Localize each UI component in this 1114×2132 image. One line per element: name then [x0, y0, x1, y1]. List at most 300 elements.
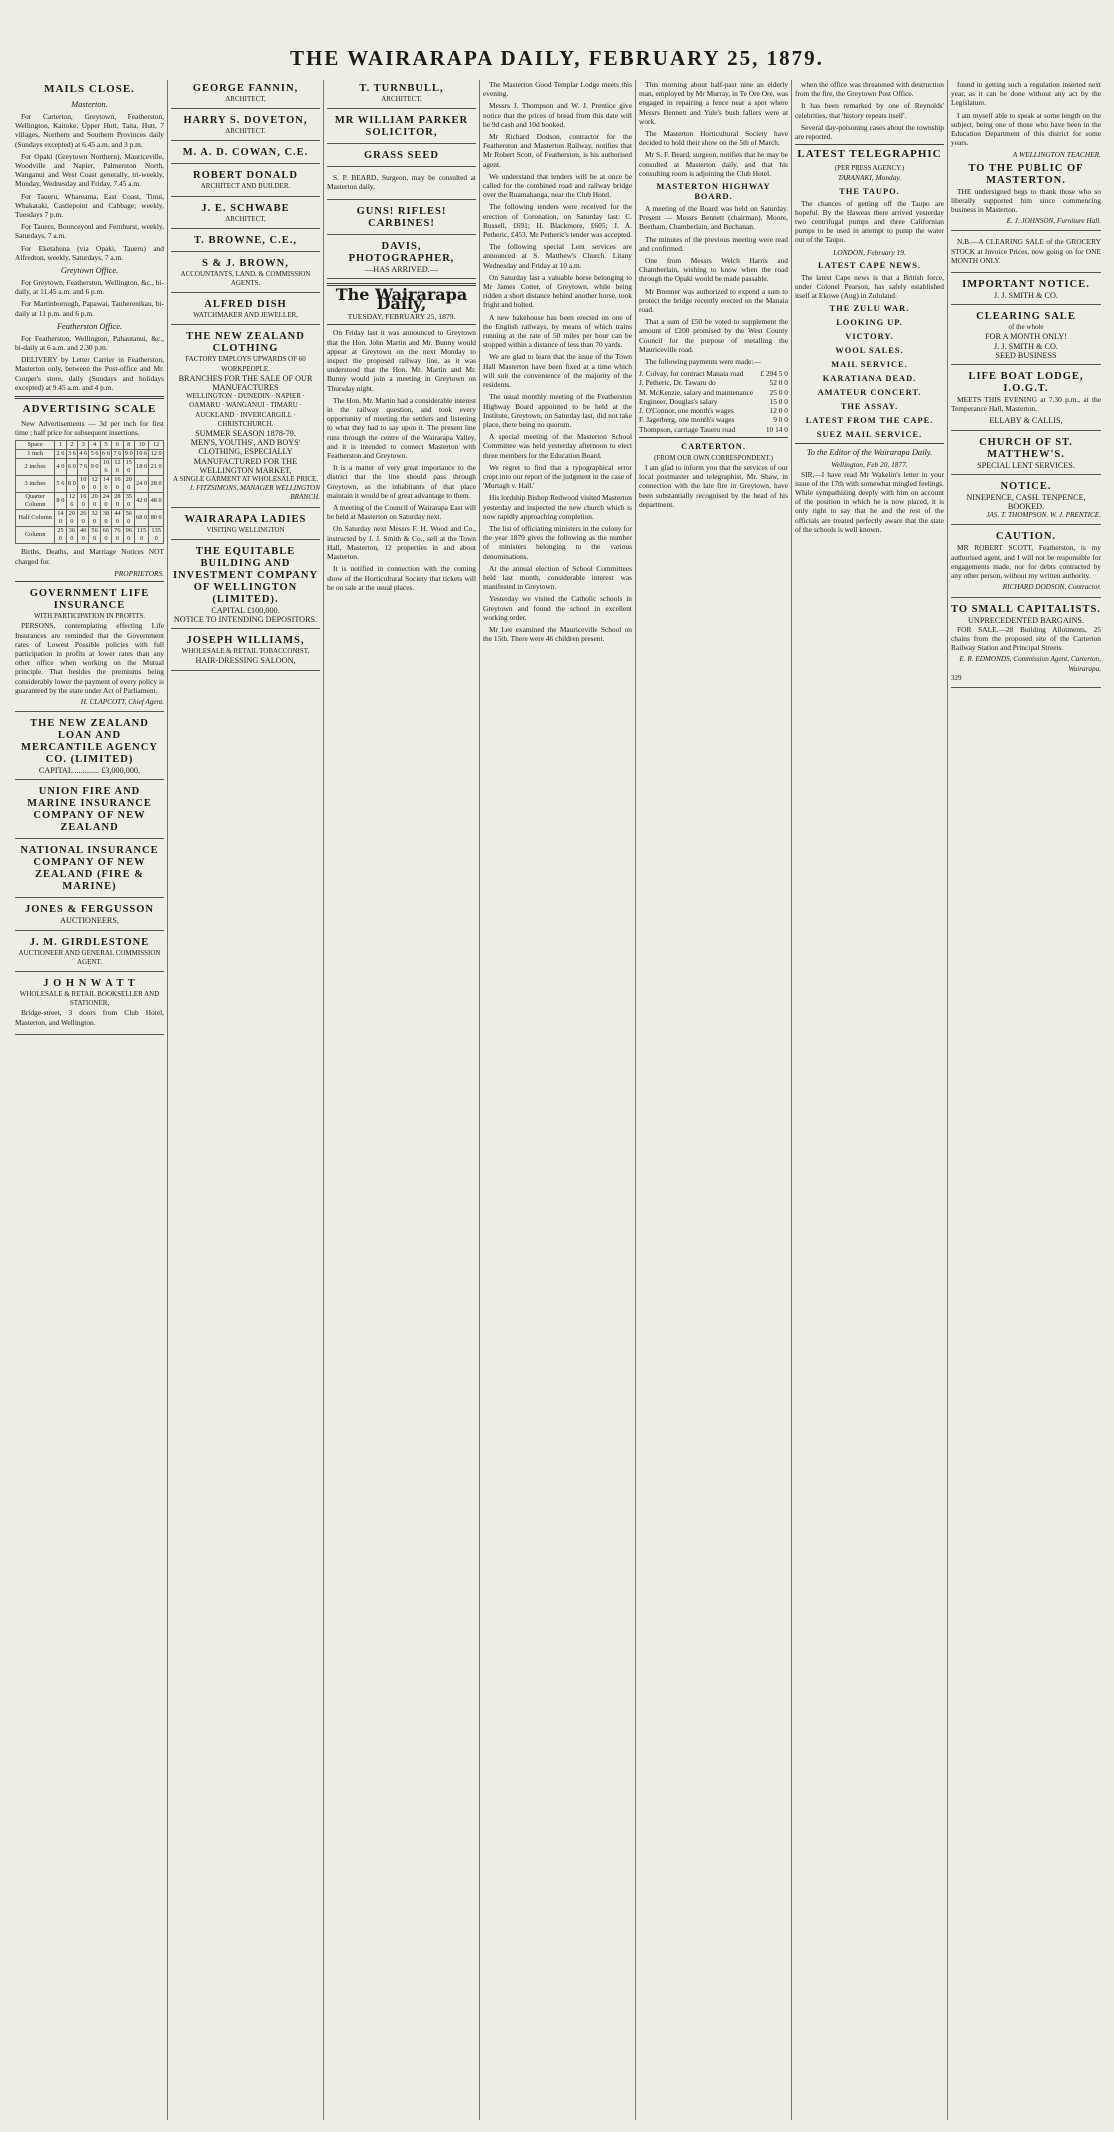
- rates-header-cell: 10: [134, 441, 148, 450]
- news-item: His lordship Bishop Redwood visited Masterton yesterday and inspected the new church which is now rapidly approaching completion.: [483, 493, 632, 521]
- rates-row: [16, 493, 164, 510]
- column-2: [168, 80, 324, 2120]
- govt-sub: WITH PARTICIPATION IN PROFITS.: [33, 612, 146, 621]
- rates-row: [16, 510, 164, 527]
- bread-prices: NINEPENCE, CASH. TENPENCE, BOOKED.: [966, 492, 1086, 512]
- rates-cell: 12 0: [112, 459, 123, 476]
- news-item: The following special Lent services are announced at S. Matthew's Church. Litany Wednesday and Friday at 10 a.m.: [483, 242, 632, 270]
- smith-name-2: J. J. SMITH & CO.: [994, 341, 1058, 351]
- important-heading: IMPORTANT NOTICE.: [962, 279, 1090, 291]
- news-item: I am glad to inform you that the services of our local postmaster and telegraphist, Mr. Shaw, in connection with the late fire in Greytown, have been substantially recognised by the head of his department.: [639, 462, 788, 509]
- mail-entry: For Eketahuna (via Opaki, Taueru) and Alfredton, weekly, Saturdays, 7 a.m.: [15, 243, 164, 262]
- public-text: THE undersigned begs to thank those who so liberally supported him since commencing business in Masterton.: [951, 186, 1101, 215]
- caution-signature: RICHARD DODSON, Contractor.: [1002, 583, 1101, 592]
- grass-ad: [327, 147, 476, 167]
- news-item: Mr Richard Dodson, contractor for the Featherston and Masterton Railway, notifies that Mr Robert Scott, of Featherston, is his authorised agent.: [483, 132, 632, 169]
- williams-heading: JOSEPH WILLIAMS,: [186, 635, 305, 647]
- lifeboat-text: MEETS THIS EVENING at 7.30 p.m., at the Temperance Hall, Masterton.: [951, 395, 1101, 414]
- rates-row: [16, 450, 164, 459]
- mail-entry: For Martinborough, Papawai, Tauherenikau, bi-daily at 11 p.m. and 6 p.m.: [15, 299, 164, 318]
- rates-cell: 9 0: [89, 459, 100, 476]
- govt-text: PERSONS, contemplating effecting Life Insurances are reminded that the Government rates of Lowest Possible policies with full participation in profits at lower rates than any other office when working on the Mutual principle. That besides the premiums being considerably lower the payment of every policy is guaranteed by the state under Act of Parliament.: [15, 621, 164, 695]
- rates-cell: 8 0: [66, 476, 77, 493]
- payment-label: Thompson, carriage Taueru road: [639, 424, 736, 434]
- mail-entry: For Taueru, Whareama, East Coast, Tinui, Whakataki, Castlepoint and Cabbage; weekly, Tuesdays 7 p.m.: [15, 191, 164, 220]
- rates-cell: 8 0: [55, 493, 66, 510]
- article-paragraph: It is notified in connection with the coming show of the Horticultural Society that tickets will be on sale at the usual places.: [327, 564, 476, 592]
- davis-sub: —HAS ARRIVED.—: [365, 264, 438, 274]
- davis-ad: [327, 238, 476, 279]
- advertising-text: New Advertisements — 3d per inch for first time ; half price for subsequent insertions.: [15, 419, 164, 438]
- rates-cell: 25 0: [55, 527, 66, 544]
- national-insurance-ad: [15, 842, 164, 898]
- mail-entry: For Taueru, Bounceyoul and Fernhurst, weekly, Saturdays, 7 a.m.: [15, 222, 164, 241]
- letter-text: I am myself able to speak at some length on the subject, being one of those who have been in the Education Department of this district for some years.: [951, 110, 1101, 148]
- capitalists-ad: [951, 601, 1101, 688]
- news-item: A special meeting of the Masterton School Committee was held yesterday afternoon to elect three members for the Education Board.: [483, 432, 632, 460]
- capitalists-heading: TO SMALL CAPITALISTS.: [951, 603, 1101, 615]
- nz-loan-capital: CAPITAL ............ £3,000,000.: [38, 766, 141, 776]
- mails-sub-masterton: Masterton.: [71, 100, 108, 109]
- rates-cell: 10 6: [136, 450, 148, 458]
- news-item: Yesterday we visited the Catholic schools in Greytown and found the school in excellent working order.: [483, 594, 632, 622]
- rates-cell: 12 0: [150, 450, 162, 458]
- grocery-ad: [951, 234, 1101, 273]
- rates-header-cell: 12: [149, 441, 164, 450]
- brown-ad: [171, 255, 320, 293]
- rates-cell: 80 0: [149, 510, 164, 527]
- rates-cell: 115 0: [134, 527, 148, 544]
- letter-signature: A WELLINGTON TEACHER.: [1012, 150, 1101, 160]
- ladies-heading: WAIRARAPA LADIES: [184, 513, 307, 525]
- payment-row: [639, 388, 788, 397]
- editor-date: Wellington, Feb 20, 1877.: [831, 460, 908, 470]
- payment-amount: 10 14 0: [765, 424, 788, 434]
- news-item: A new bakehouse has been erected on one of the English railways, by means of which trains running at the rate of 50 miles per hour can be stopped within a distance of less than 70 yards.: [483, 312, 632, 350]
- notice-ad: [951, 478, 1101, 526]
- rates-cell: 14 0: [55, 510, 66, 527]
- rates-row: [16, 476, 164, 493]
- lent-heading: SPECIAL LENT SERVICES.: [977, 460, 1075, 470]
- donald-ad: [171, 167, 320, 196]
- national-heading: NATIONAL INSURANCE COMPANY OF NEW ZEALAND (FIRE & MARINE): [20, 845, 159, 893]
- payment-amount: 52 0 0: [769, 378, 788, 388]
- rates-cell: Column: [16, 527, 55, 544]
- news-item: Mr S. F. Beard, surgeon, notifies that he may be consulted at Masterton daily, and that his consulting room is adjoining the Club Hotel.: [639, 150, 788, 178]
- rates-cell: 48 0: [149, 493, 164, 510]
- grass-heading: GRASS SEED: [363, 150, 440, 162]
- clothing-heading: THE NEW ZEALAND CLOTHING: [186, 331, 305, 355]
- taupo-heading: THE TAUPO.: [839, 186, 900, 196]
- rates-cell: 12 0: [89, 476, 100, 493]
- jones-sub: AUCTIONEERS,: [60, 916, 119, 926]
- letter-text: found in getting such a regulation inserted next year, as it can be done without any act by the Legislature.: [951, 80, 1101, 108]
- rates-header-cell: 3: [78, 441, 89, 450]
- highway-board-heading: MASTERTON HIGHWAY BOARD.: [656, 182, 771, 202]
- clearing-sub: of the whole: [1008, 323, 1044, 332]
- month-only: FOR A MONTH ONLY!: [985, 332, 1067, 342]
- payment-row: [639, 378, 788, 387]
- mens-heading: MEN'S, YOUTHS', AND BOYS' CLOTHING, ESPECIALLY MANUFACTURED FOR THE WELLINGTON MARKET,: [190, 438, 301, 475]
- rates-cell: 20 0: [89, 493, 100, 510]
- news-item: The Masterton Good Templar Lodge meets this evening.: [483, 80, 632, 99]
- news-item: At the annual election of School Committees held last month, considerable interest was manifested in Greytown.: [483, 563, 632, 592]
- amateur-heading: AMATEUR CONCERT.: [817, 388, 922, 398]
- news-item: One from Messrs Welch Harris and Chamberlain, wishing to know when the road through the Opaki would be made passable.: [639, 256, 788, 284]
- rates-cell: 24 0: [100, 493, 111, 510]
- rates-cell: 5 6: [55, 476, 66, 493]
- payment-amount: £ 294 5 0: [760, 369, 788, 379]
- news-item: when the office was threatened with destruction from the fire, the Greytown Post Office.: [795, 80, 944, 99]
- editor-heading: To the Editor of the Wairarapa Daily.: [806, 448, 933, 458]
- guns-ad: [327, 203, 476, 235]
- column-4: [480, 80, 636, 2120]
- news-item: Several day-poisoning cases about the township are reported.: [795, 122, 944, 142]
- payment-row: [639, 415, 788, 424]
- news-item: Mr Brenner was authorized to expend a sum to protect the bridge recently erected on the Manaia road.: [639, 286, 788, 315]
- carterton-sub: (FROM OUR OWN CORRESPONDENT.): [654, 454, 773, 462]
- mail-heading: MAIL SERVICE.: [831, 360, 908, 370]
- union-fire-ad: [15, 783, 164, 839]
- rates-cell: 6 6: [101, 450, 110, 458]
- depositors: NOTICE TO INTENDING DEPOSITORS.: [173, 615, 318, 625]
- sale-text: FOR SALE.—28 Building Allotments, 25 chains from the proposed site of the Carterton Railway Station and Principal Streets.: [951, 624, 1101, 653]
- mails-sub-greytown: Greytown Office.: [60, 266, 119, 276]
- clearing-ad: [951, 308, 1101, 365]
- rates-cell: 56 0: [123, 510, 134, 527]
- notice-heading: NOTICE.: [1000, 480, 1052, 492]
- news-item: The Masterton Horticultural Society have decided to hold their show on the 5th of March.: [639, 129, 788, 148]
- payment-row: [639, 406, 788, 415]
- news-item: The usual monthly meeting of the Featherston Highway Board appointed to be held at the Institute, Greytown, on Saturday last, did not take place, there being no quorum.: [483, 392, 632, 429]
- rates-cell: 66 0: [100, 527, 111, 544]
- rates-cell: Half Column: [16, 510, 55, 527]
- rates-cell: 68 0: [134, 510, 148, 527]
- column-5: [636, 80, 792, 2120]
- rates-cell: 15 0: [123, 459, 134, 476]
- masthead: [0, 0, 1114, 72]
- letter-text: SIR,—I have read Mr Wakelin's letter in your issue of the 17th with somewhat mingled feelings. While sympathizing deeply with him on account of the position in which he is now placed, it is only right to say that he and the rest of the officials are treated perfectly aware that the state of the schools is well known.: [795, 469, 944, 534]
- clothing-ad: [171, 328, 320, 507]
- girdlestone-sub: AUCTIONEER AND GENERAL COMMISSION AGENT.: [18, 948, 161, 966]
- rates-cell: 12 6: [66, 493, 77, 510]
- schwabe-heading: J. E. SCHWABE: [201, 202, 290, 214]
- dish-heading: ALFRED DISH: [204, 299, 287, 311]
- news-item: We understand that tenders will be at once be called for the combined road and railway bridge over the Ruamahanga, near the Club Hotel.: [483, 171, 632, 200]
- beard-text: S. P. BEARD, Surgeon, may be consulted at Masterton daily,: [327, 173, 476, 192]
- cowan-ad: [171, 144, 320, 164]
- page-number: 329: [951, 673, 962, 682]
- ladies-ad: [171, 511, 320, 540]
- payment-label: J. O'Connor, one month's wages: [639, 406, 734, 416]
- rates-header-cell: 1: [55, 441, 66, 450]
- rates-cell: 3 inches: [16, 476, 55, 493]
- rates-cell: 10 0: [78, 476, 89, 493]
- mail-entry: For Featherston, Wellington, Pahautanui, &c., bi-daily at 6 a.m. and 2.30 p.m.: [15, 333, 164, 353]
- govt-insurance-ad: [15, 585, 164, 712]
- rates-header-row: [16, 441, 164, 450]
- wool-heading: WOOL SALES.: [835, 346, 904, 356]
- rates-cell: 56 0: [89, 527, 100, 544]
- girdlestone-ad: [15, 934, 164, 972]
- bread-signature: JAS. T. THOMPSON. W. J. PRENTICE.: [986, 511, 1101, 520]
- carterton-heading: CARTERTON.: [681, 441, 746, 451]
- rates-cell: 42 0: [134, 493, 148, 510]
- rates-cell: 28 0: [112, 493, 123, 510]
- news-item: That a sum of £50 be voted to supplement the amount of £200 promised by the West County Council for the purpose of metalling the Mauriceville road.: [639, 317, 788, 354]
- rates-cell: 28 0: [149, 476, 164, 493]
- column-3: [324, 80, 480, 2120]
- rates-cell: 3 6: [67, 450, 76, 458]
- rates-cell: 36 0: [66, 527, 77, 544]
- rates-cell: 10 6: [100, 459, 111, 476]
- payment-label: Engineer, Douglas's salary: [639, 396, 718, 406]
- public-ad: [951, 160, 1101, 232]
- payment-label: F. Jagerberg, one month's wages: [639, 415, 735, 425]
- rates-header-cell: 2: [66, 441, 77, 450]
- brown-heading: S & J. BROWN,: [202, 257, 289, 269]
- schwabe-ad: [171, 200, 320, 229]
- union-heading: UNION FIRE AND MARINE INSURANCE COMPANY OF NEW ZEALAND: [27, 786, 152, 834]
- news-item: This morning about half-past nine an elderly man, employed by Mr Murray, in Te Ore Ore, was engaged in repairing a fence near a spot where Messrs Bennett and Yule's bush fallers were at work.: [639, 80, 788, 126]
- cape-heading: LATEST CAPE NEWS.: [817, 260, 922, 270]
- govt-heading: GOVERNMENT LIFE INSURANCE: [29, 588, 150, 612]
- rates-cell: 18 0: [134, 459, 148, 476]
- column-7: [948, 80, 1104, 2120]
- news-item: It has been remarked by one of Reynolds' celebrities, that 'history repeats itself'.: [795, 101, 944, 120]
- rates-header-cell: 5: [100, 441, 111, 450]
- nz-loan-ad: [15, 715, 164, 780]
- rates-cell: 46 0: [78, 527, 89, 544]
- turnbull-ad: [327, 80, 476, 109]
- payment-amount: 15 0 0: [769, 396, 788, 406]
- williams-ad: [171, 632, 320, 670]
- cowan-heading: M. A. D. COWAN, C.E.: [182, 147, 309, 159]
- rates-header-cell: 8: [123, 441, 134, 450]
- rates-header-cell: 4: [89, 441, 100, 450]
- rates-row: [16, 459, 164, 476]
- payment-label: J. Colvay, for contract Manaia road: [639, 369, 744, 379]
- church-ad: [951, 434, 1101, 475]
- rates-table: [15, 440, 164, 544]
- suez-heading: SUEZ MAIL SERVICE.: [816, 430, 923, 440]
- karatiana-heading: KARATIANA DEAD.: [822, 374, 917, 384]
- rates-cell: 14 0: [100, 476, 111, 493]
- telegraphic-sub: (PER PRESS AGENCY.): [834, 165, 905, 173]
- rates-cell: Quarter Column: [16, 493, 55, 510]
- doveton-heading: HARRY S. DOVETON,: [183, 115, 308, 127]
- news-item: We regret to find that a typographical error crept into our report of the judgment in the case of 'Murtagh v. Hall.': [483, 462, 632, 491]
- fitz-signature: J. FITZSIMONS, MANAGER WELLINGTON BRANCH.: [189, 484, 320, 502]
- article-paragraph: It is a matter of very great importance to the district that the line should pass through Greytown, as the inhabitants of that place maintain it would be of great advantage to them.: [327, 463, 476, 500]
- public-signature: E. J. JOHNSON, Furniture Hall.: [1006, 217, 1101, 226]
- rates-cell: 6 0: [66, 459, 77, 476]
- looking-heading: LOOKING UP.: [836, 318, 903, 328]
- davis-heading: DAVIS, PHOTOGRAPHER,: [348, 240, 455, 264]
- assay-heading: THE ASSAY.: [840, 402, 899, 412]
- grocery-text: N.B.—A CLEARING SALE of the GROCERY STOCK at Invoice Prices, now going on for ONE MONTH ONLY.: [951, 237, 1101, 265]
- rates-cell: 1 inch: [16, 450, 55, 459]
- paper-nameplate: The Wairarapa Daily,: [335, 284, 468, 314]
- paper-date: TUESDAY, FEBRUARY 25, 1879.: [347, 312, 456, 322]
- rates-cell: 21 0: [149, 459, 164, 476]
- payment-row: [639, 425, 788, 434]
- rates-cell: 9 0: [124, 450, 133, 458]
- rates-cell: 4 6: [79, 450, 88, 458]
- news-item: Mr Lee examined the Mauriceville School on the 15th. There were 46 children present.: [483, 624, 632, 644]
- branches-heading: BRANCHES FOR THE SALE OF OUR MANUFACTURES: [178, 373, 313, 393]
- bargains-heading: UNPRECEDENTED BARGAINS.: [968, 615, 1084, 625]
- branches-list: WELLINGTON · DUNEDIN · NAPIER · OAMARU · WANGANUI · TIMARU · AUCKLAND · INVERCARGILL · CHRISTCHURCH.: [185, 392, 306, 428]
- zulu-heading: THE ZULU WAR.: [829, 304, 910, 314]
- jones-ad: [15, 901, 164, 930]
- rates-cell: 7 6: [78, 459, 89, 476]
- rates-cell: 20 0: [66, 510, 77, 527]
- mail-entry: For Carterton, Greytown, Featherston, Wellington, Kaitoke, Upper Hutt, Taita, Hutt, 7 villages, Northern and Southern Provinces daily (Sundays excepted) at 6.45 a.m. and 3 p.m.: [15, 112, 164, 149]
- turnbull-sub: ARCHITECT.: [381, 95, 422, 103]
- hair-saloon: HAIR-DRESSING SALOON,: [195, 656, 296, 666]
- rates-cell: 16 0: [78, 493, 89, 510]
- watt-ad: [15, 975, 164, 1035]
- rates-cell: 26 0: [78, 510, 89, 527]
- news-item: The following payments were made:—: [645, 357, 761, 367]
- caution-heading: CAUTION.: [995, 531, 1057, 543]
- article-paragraph: On Friday last it was announced to Greytown that the Hon. John Martin and Mr. Bunny would appear at Greytown on the next Monday to inspect the proposed railway line, as it was understood that the Hon. Mr. Martin and Mr. Bunny would join a meeting in Greytown on Thursday night.: [327, 328, 476, 393]
- guns-heading: GUNS! RIFLES! CARBINES!: [356, 205, 447, 229]
- latest-cape-heading: LATEST FROM THE CAPE.: [805, 416, 934, 426]
- rates-cell: 24 0: [134, 476, 148, 493]
- rates-cell: 35 0: [123, 493, 134, 510]
- rates-cell: 44 0: [112, 510, 123, 527]
- williams-sub: WHOLESALE & RETAIL TOBACCONIST,: [181, 647, 310, 656]
- fannin-sub: ARCHITECT,: [225, 95, 266, 103]
- london-dateline: LONDON, February 19.: [833, 247, 906, 257]
- rates-cell: 38 0: [100, 510, 111, 527]
- rates-cell: 2 inches: [16, 459, 55, 476]
- news-item: The list of officiating ministers in the colony for the year 1879 gives the following as the number of ministers belonging to the various denominations.: [483, 523, 632, 561]
- page-title: THE WAIRARAPA DAILY, FEBRUARY 25, 1879.: [290, 46, 824, 70]
- doveton-sub: ARCHITECT.: [225, 127, 266, 136]
- news-item: The latest Cape news is that a British force, under Colonel Pearson, has safely established itself at Ekowe (Aug) in Zululand.: [795, 272, 944, 301]
- mails-sub-featherston: Featherston Office.: [56, 321, 123, 331]
- ladies-sub: VISITING WELLINGTON: [206, 525, 285, 534]
- fannin-ad: [171, 80, 320, 109]
- rates-cell: 4 0: [55, 459, 66, 476]
- victory-heading: VICTORY.: [845, 332, 894, 342]
- news-item: On Saturday last a valuable horse belonging to Mr James Cotter, of Greytown, while being ridden a short distance behind another horse, took fright and bolted.: [483, 272, 632, 310]
- parker-ad: [327, 112, 476, 144]
- watt-heading: J O H N W A T T: [43, 977, 136, 989]
- news-item: The minutes of the previous meeting were read and confirmed.: [639, 234, 788, 253]
- payment-label: J. Petheric, Dr. Tawaru do: [639, 378, 716, 388]
- dish-ad: [171, 296, 320, 325]
- article-paragraph: On Saturday next Messrs F. H. Wood and Co., instructed by J. J. Smith & Co., sell at the Town Hall, Masterton, 12 properties in and about Masterton.: [327, 524, 476, 562]
- payment-row: [639, 397, 788, 406]
- rates-cell: 20 0: [123, 476, 134, 493]
- caution-text: MR ROBERT SCOTT, Featherston, is my authorised agent, and I will not be responsible for engagements made, nor for debts contracted by any other person, without my written authority.: [951, 543, 1101, 581]
- equitable-ad: [171, 543, 320, 629]
- mails-heading: MAILS CLOSE.: [44, 83, 135, 95]
- news-item: We are glad to learn that the issue of the Town Hall Masterton have been fixed at a time which will suit the convenience of the majority of the residents.: [483, 352, 632, 390]
- dish-sub: WATCHMAKER AND JEWELLER,: [193, 311, 298, 320]
- doveton-ad: [171, 112, 320, 141]
- donald-sub: ARCHITECT AND BUILDER.: [200, 182, 291, 191]
- lifeboat-ad: [951, 368, 1101, 431]
- rates-cell: 32 0: [89, 510, 100, 527]
- news-item: A meeting of the Board was held on Saturday. Present — Messrs Bennett (chairman), Moore, Beetham, Chamberlain, and Buchanan.: [639, 204, 788, 232]
- rates-header-cell: 6: [112, 441, 123, 450]
- births-note: Births, Deaths, and Marriage Notices NOT charged for.: [15, 547, 164, 566]
- turnbull-heading: T. TURNBULL,: [359, 83, 444, 94]
- church-heading: CHURCH OF ST. MATTHEW'S.: [979, 436, 1073, 460]
- rates-cell: 135 0: [149, 527, 164, 544]
- nz-loan-heading: THE NEW ZEALAND LOAN AND MERCANTILE AGENCY CO. (LIMITED): [21, 718, 158, 766]
- column-1: [12, 80, 168, 2120]
- seed-business: SEED BUSINESS: [995, 350, 1057, 360]
- schwabe-sub: ARCHITECT,: [225, 214, 266, 223]
- rates-header-cell: Space: [16, 441, 55, 450]
- equitable-heading: THE EQUITABLE BUILDING AND INVESTMENT COMPANY OF WELLINGTON (LIMITED).: [172, 545, 319, 605]
- smith-name: J. J. SMITH & CO.: [994, 291, 1058, 301]
- clothing-sub: FACTORY EMPLOYS UPWARDS OF 60 WORKPEOPLE.: [185, 355, 306, 373]
- payment-amount: 25 0 0: [769, 387, 788, 397]
- lifeboat-heading: LIFE BOAT LODGE, I.O.G.T.: [968, 371, 1084, 395]
- beard-ad: [327, 170, 476, 199]
- news-item: Messrs J. Thompson and W. J. Prentice give notice that the prices of bread from this date will be 9d cash and 10d booked.: [483, 101, 632, 129]
- browne-ad: [171, 232, 320, 252]
- public-heading: TO THE PUBLIC OF MASTERTON.: [968, 162, 1084, 186]
- clearing-heading: CLEARING SALE: [976, 311, 1076, 323]
- rates-cell: 7 6: [113, 450, 122, 458]
- summer-heading: SUMMER SEASON 1878-79.: [195, 429, 296, 439]
- rates-cell: 2 6: [56, 450, 65, 458]
- mail-entry: For Greytown, Featherston, Wellington, &c., bi-daily, at 11.45 a.m. and 6 p.m.: [15, 278, 164, 297]
- payment-amount: 12 0 0: [769, 406, 788, 416]
- mail-entry: For Opaki (Greytown Northern), Mauriceville, Woodville and Napier, Palmerston North, Wanganui and West Coast generally, tri-weekly, Monday, Wednesday and Friday, 7.45 a.m.: [15, 151, 164, 189]
- edmonds-signature: E. R. EDMONDS, Commission Agent, Carterton, Wairarapa.: [959, 655, 1101, 673]
- browne-heading: T. BROWNE, C.E.,: [193, 234, 298, 246]
- fannin-heading: GEORGE FANNIN,: [192, 83, 299, 94]
- dateline: TARANAKI, Monday.: [837, 173, 902, 183]
- rates-cell: 96 0: [123, 527, 134, 544]
- important-ad: [951, 276, 1101, 305]
- payment-amount: 9 0 0: [773, 415, 788, 425]
- rates-cell: 16 0: [112, 476, 123, 493]
- article-paragraph: The Hon. Mr. Martin had a considerable interest in the railway question, and took every opportunity of meeting the settlers and listening to what they had to say upon it. The present line runs through the centre of the Wairarapa Valley, and it is intended to connect Masterton with Featherston and Greytown.: [327, 395, 476, 461]
- article-paragraph: A meeting of the Council of Wairarapa East will be held at Masterton on Saturday next.: [327, 503, 476, 522]
- watt-sub: WHOLESALE & RETAIL BOOKSELLER AND STATIONER,: [19, 989, 160, 1008]
- caution-ad: [951, 528, 1101, 597]
- columns: [12, 80, 1104, 2120]
- single-garment: A SINGLE GARMENT AT WHOLESALE PRICE.: [172, 475, 319, 484]
- watt-text: Bridge-street, 3 doors from Club Hotel, Masterton, and Wellington.: [15, 1008, 164, 1027]
- ellaby-name: ELLABY & CALLIS,: [989, 416, 1063, 426]
- jones-heading: JONES & FERGUSSON: [24, 904, 155, 916]
- rates-cell: 5 6: [90, 450, 99, 458]
- equitable-capital: CAPITAL £100,000.: [211, 605, 280, 615]
- rates-row: [16, 527, 164, 544]
- donald-heading: ROBERT DONALD: [193, 170, 298, 182]
- advertising-heading: ADVERTISING SCALE: [22, 403, 157, 416]
- payment-row: [639, 369, 788, 378]
- proprietors-label: PROPRIETORS.: [114, 568, 164, 578]
- brown-sub: ACCOUNTANTS, LAND, & COMMISSION AGENTS.: [180, 269, 311, 288]
- telegraphic-heading: LATEST TELEGRAPHIC: [797, 148, 942, 161]
- girdlestone-heading: J. M. GIRDLESTONE: [29, 936, 150, 948]
- parker-heading: MR WILLIAM PARKER SOLICITOR,: [334, 115, 469, 139]
- column-6: [792, 80, 948, 2120]
- payment-label: M. McKenzie, salary and maintenance: [639, 387, 754, 397]
